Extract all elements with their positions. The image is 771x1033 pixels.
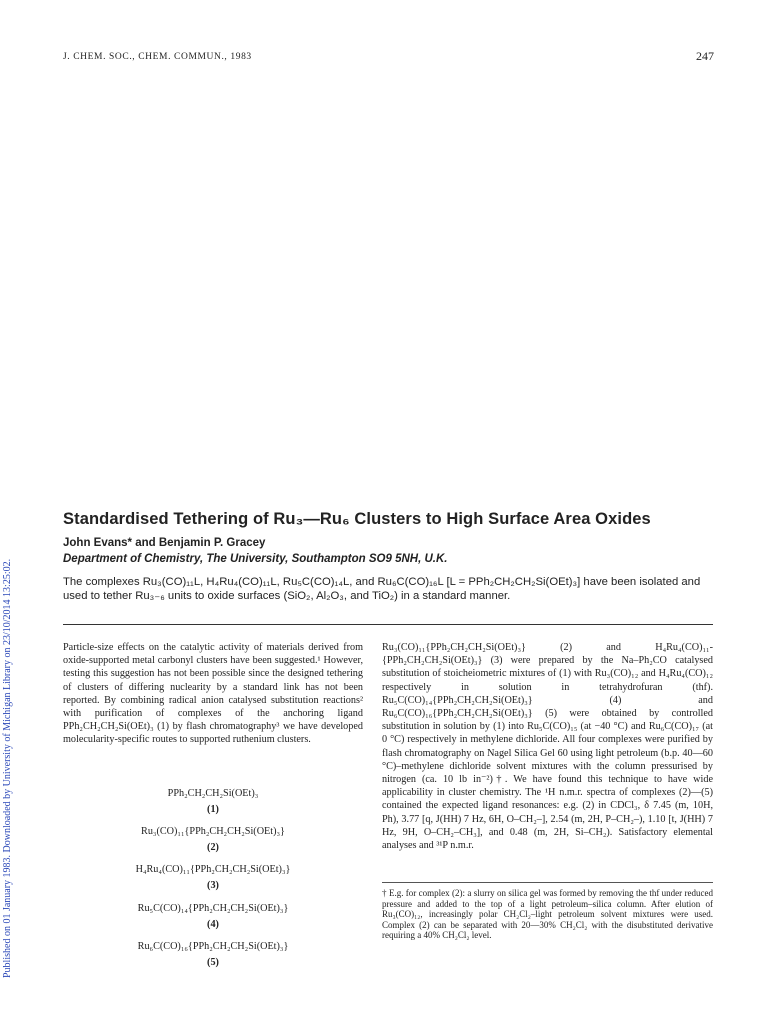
formula-1: PPh₂CH₂CH₂Si(OEt)₃	[167, 788, 259, 799]
formula-3: H₄Ru₄(CO)₁₁{PPh₂CH₂CH₂Si(OEt)₃}	[135, 864, 291, 875]
article-authors: John Evans* and Benjamin P. Gracey	[63, 537, 266, 549]
journal-header: J. CHEM. SOC., CHEM. COMMUN., 1983	[63, 52, 252, 62]
article-title: Standardised Tethering of Ru₃—Ru₆ Clusters to High Surface Area Oxides	[63, 510, 651, 528]
formula-number-5: (5)	[207, 957, 219, 968]
formula-4: Ru₅C(CO)₁₄{PPh₂CH₂CH₂Si(OEt)₃}	[137, 903, 289, 914]
left-column-text: Particle-size effects on the catalytic activity of materials derived from oxide-supported metal carbonyl clusters have been suggested.¹ However, testing this suggestion has not been possible since the designed tethering of clusters of differing nuclearity by a standard link has not been reported. By combining radical anion catalysed substitution reactions² with purification of complexes of the anchoring ligand PPh₂CH₂CH₂Si(OEt)₃ (1) by flash chromatography³ we have developed molecularity-specific routes to supported ruthenium clusters.	[63, 642, 363, 746]
formula-number-2: (2)	[207, 842, 219, 853]
formula-number-1: (1)	[207, 804, 219, 815]
footnote-divider	[382, 882, 713, 883]
formula-2: Ru₃(CO)₁₁{PPh₂CH₂CH₂Si(OEt)₃}	[141, 826, 285, 837]
page-number: 247	[696, 49, 714, 63]
formula-5: Ru₆C(CO)₁₆{PPh₂CH₂CH₂Si(OEt)₃}	[137, 941, 289, 952]
download-watermark: Published on 01 January 1983. Downloaded by University of Michigan Library on 23/10/2014 13:25:02.	[2, 558, 13, 978]
formula-number-3: (3)	[207, 880, 219, 891]
right-column-text: Ru₃(CO)₁₁{PPh₂CH₂CH₂Si(OEt)₃} (2) and H₄Ru₄(CO)₁₁-{PPh₂CH₂CH₂Si(OEt)₃} (3) were prepared by the Na–Ph₂CO catalysed substitution of stoicheiometric mixtures of (1) with Ru₃(CO)₁₂ and H₄Ru₄(CO)₁₂ respectively in solution in tetrahydrofuran (thf). Ru₅C(CO)₁₄{PPh₂CH₂CH₂Si(OEt)₃} (4) and Ru₆C(CO)₁₆{PPh₂CH₂CH₂Si(OEt)₃} (5) were obtained by controlled substitution in solution by (1) into Ru₅C(CO)₁₅ (at −40 °C) and Ru₆C(CO)₁₇ (at 0 °C) respectively in methylene dichloride. All four complexes were purified by flash chromatography on Nagel Silica Gel 60 using light petroleum (b.p. 40—60 °C)–methylene dichloride solvent mixtures with the column pressurised by nitrogen (ca. 10 lb in⁻²)†. We have found this technique to have wide applicability in cluster chemistry. The ¹H n.m.r. spectra of complexes (2)—(5) contained the expected ligand resonances: e.g. (2) in CDCl₃, δ 7.45 (m, 10H, Ph), 3.77 [q, J(HH) 7 Hz, 6H, O–CH₂–], 2.54 (m, 2H, P–CH₂–), 1.10 [t, J(HH) 7 Hz, 9H, O–CH₂–CH₃], and 0.48 (m, 2H, Si–CH₂). Satisfactory elemental analyses and ³¹P n.m.r.	[382, 642, 713, 852]
abstract-divider	[63, 624, 713, 625]
footnote: † E.g. for complex (2): a slurry on silica gel was formed by removing the thf under reduced pressure and added to the top of a light petroleum–silica column. After elution of Ru₃(CO)₁₂, increasingly polar CH₂Cl₂–light petroleum solvent mixtures were used. Complex (2) can be separated with 20—30% CH₂Cl₂ with the disubstituted derivative requiring a 40% CH₂Cl₂ level.	[382, 888, 713, 940]
article-abstract: The complexes Ru₃(CO)₁₁L, H₄Ru₄(CO)₁₁L, Ru₅C(CO)₁₄L, and Ru₆C(CO)₁₆L [L = PPh₂CH₂CH₂Si(OEt)₃] have been isolated and used to tether Ru₃₋₆ units to oxide surfaces (SiO₂, Al₂O₃, and TiO₂) in a standard manner.	[63, 576, 701, 602]
author-affiliation: Department of Chemistry, The University, Southampton SO9 5NH, U.K.	[63, 553, 448, 565]
formula-number-4: (4)	[207, 919, 219, 930]
